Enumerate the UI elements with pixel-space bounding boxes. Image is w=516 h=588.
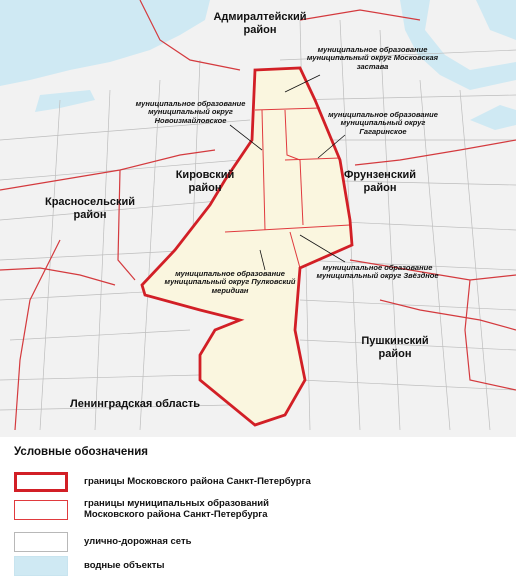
- legend-item-district-border: [14, 472, 504, 498]
- label-krasnoselsky: Красносельский район: [44, 196, 136, 221]
- label-frunzensky: Фрунзенский район: [344, 169, 416, 194]
- road-network-swatch: [14, 532, 68, 552]
- legend-item-water: [14, 556, 504, 582]
- legend-item-road-network: [14, 532, 504, 558]
- legend-item-municipal-border: [14, 500, 504, 526]
- label-admiralteysky: Адмиралтейский район: [213, 11, 307, 36]
- label-kirovsky: Кировский район: [175, 169, 235, 194]
- label-mo-novoizmaylovskoe: муниципальное образование муниципальный округ Новоизмайловское: [135, 99, 246, 125]
- map-legend: [0, 440, 516, 588]
- legend-item-label: границы Московского района Санкт-Петербурга: [84, 476, 311, 487]
- label-leningrad-oblast: Ленинградская область: [70, 398, 200, 410]
- legend-item-label: улично-дорожная сеть: [84, 536, 192, 547]
- legend-title: Условные обозначения: [14, 446, 149, 458]
- label-mo-pulkovsky: муниципальное образование муниципальный округ Пулковский меридиан: [164, 269, 296, 295]
- label-mo-moskovskaya-zastava: муниципальное образование муниципальный округ Московская застава: [306, 45, 439, 71]
- label-mo-zvezdnoe: муниципальное образование муниципальный округ Звёздное: [316, 263, 439, 281]
- legend-item-label: водные объекты: [84, 560, 165, 571]
- label-mo-gagarinskoe: муниципальное образование муниципальный округ Гагаринское: [328, 110, 438, 136]
- municipal-border-swatch: [14, 500, 68, 520]
- legend-item-label: границы муниципальных образований Московского района Санкт-Петербурга: [84, 498, 269, 521]
- water-swatch: [14, 556, 68, 576]
- district-border-swatch: [14, 472, 68, 492]
- label-pushkinsky: Пушкинский район: [361, 335, 429, 360]
